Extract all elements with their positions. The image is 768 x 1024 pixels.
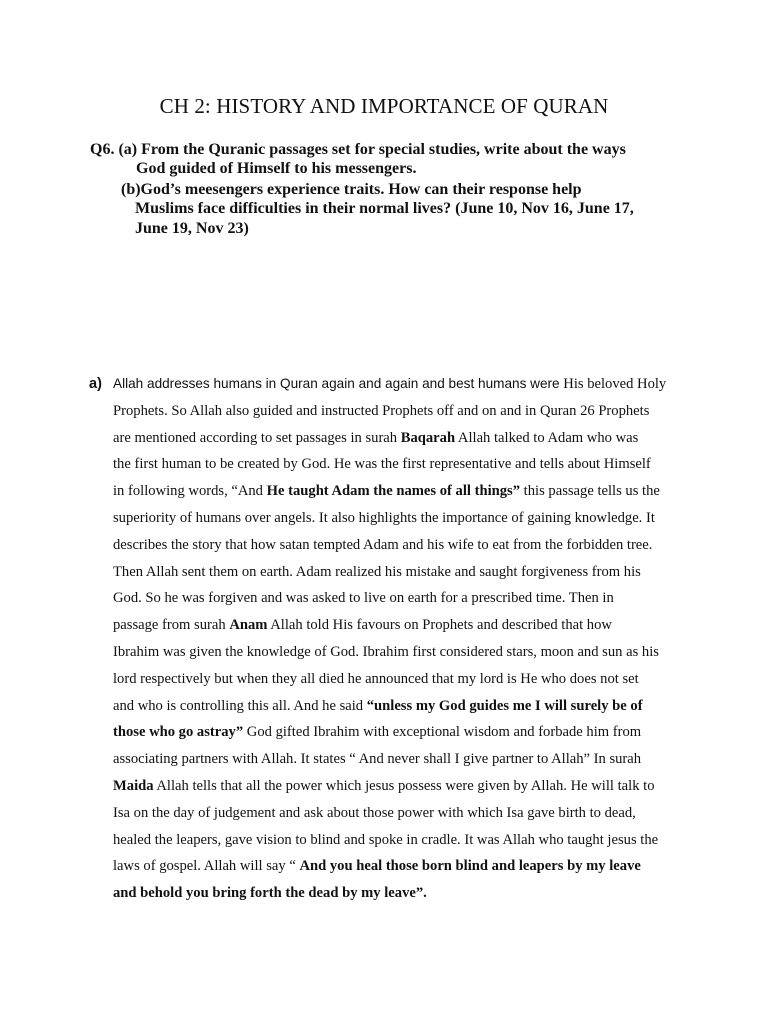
answer-text: are mentioned according to set passages in surah bbox=[113, 429, 401, 446]
answer-line bbox=[113, 478, 693, 505]
answer-text: God gifted Ibrahim with exceptional wisdom and forbade him from bbox=[243, 724, 642, 741]
answer-line bbox=[113, 612, 693, 639]
answer-line bbox=[113, 693, 693, 720]
answer-text: in following words, “And bbox=[113, 483, 267, 500]
answer-line: the first human to be created by God. He was the first representative and tells about Himself bbox=[113, 456, 651, 473]
question-line: Q6. (a) From the Quranic passages set for special studies, write about the ways bbox=[90, 141, 626, 158]
page-title: CH 2: HISTORY AND IMPORTANCE OF QURAN bbox=[159, 94, 609, 118]
answer-line: Then Allah sent them on earth. Adam realized his mistake and saught forgiveness from his bbox=[113, 563, 641, 580]
quoted-verse: “unless my God guides me I will surely be of bbox=[366, 697, 643, 714]
answer-text: Allah tells that all the power which jesus possess were given by Allah. He will talk to bbox=[153, 777, 655, 794]
answer-line bbox=[113, 371, 693, 398]
answer-line bbox=[113, 719, 693, 746]
answer-line bbox=[113, 853, 693, 880]
answer-label: a) bbox=[89, 376, 102, 392]
answer-line: healed the leapers, gave vision to blind and spoke in cradle. It was Allah who taught jesus the bbox=[113, 831, 659, 848]
answer-text: Allah told His favours on Prophets and described that how bbox=[267, 617, 612, 634]
answer-line: Isa on the day of judgement and ask about those power with which Isa gave birth to dead, bbox=[113, 804, 636, 821]
answer-line: superiority of humans over angels. It also highlights the importance of gaining knowledge. It bbox=[113, 509, 655, 526]
answer-line: describes the story that how satan tempted Adam and his wife to eat from the forbidden tree. bbox=[113, 536, 653, 553]
answer-line bbox=[113, 425, 693, 452]
answer-line: Prophets. So Allah also guided and instructed Prophets off and on and in Quran 26 Prophets bbox=[113, 402, 650, 419]
answer-line: associating partners with Allah. It states “ And never shall I give partner to Allah” In surah bbox=[113, 751, 642, 768]
answer-line bbox=[113, 773, 693, 800]
answer-text: Allah talked to Adam who was bbox=[455, 429, 639, 446]
question-line: June 19, Nov 23) bbox=[135, 220, 249, 237]
surah-name: Baqarah bbox=[400, 429, 456, 446]
answer-line bbox=[113, 880, 693, 907]
answer-text: laws of gospel. Allah will say “ bbox=[113, 858, 300, 875]
answer-body bbox=[113, 371, 693, 907]
question-line: (b)God’s meesengers experience traits. How can their response help bbox=[121, 181, 582, 198]
answer-text: and who is controlling this all. And he said bbox=[113, 697, 367, 714]
answer-line: lord respectively but when they all died he announced that my lord is He who does not set bbox=[113, 670, 639, 687]
question-line: God guided of Himself to his messengers. bbox=[136, 160, 417, 177]
quoted-verse: those who go astray” bbox=[113, 724, 244, 741]
answer-text: Allah addresses humans in Quran again and again and best humans were bbox=[113, 376, 560, 391]
answer-text: this passage tells us the bbox=[520, 483, 660, 500]
answer-line: Ibrahim was given the knowledge of God. Ibrahim first considered stars, moon and sun as his bbox=[113, 643, 659, 660]
answer-line: God. So he was forgiven and was asked to live on earth for a prescribed time. Then in bbox=[113, 590, 614, 607]
answer-text: passage from surah bbox=[113, 617, 230, 634]
quoted-verse: He taught Adam the names of all things” bbox=[266, 483, 521, 500]
quoted-verse: And you heal those born blind and leapers by my leave bbox=[299, 858, 641, 875]
surah-name: Anam bbox=[229, 617, 268, 634]
answer-text: His beloved Holy bbox=[559, 376, 667, 392]
surah-name: Maida bbox=[113, 777, 154, 794]
question-line: Muslims face difficulties in their normal lives? (June 10, Nov 16, June 17, bbox=[135, 200, 634, 217]
quoted-verse: and behold you bring forth the dead by my leave”. bbox=[113, 885, 427, 902]
